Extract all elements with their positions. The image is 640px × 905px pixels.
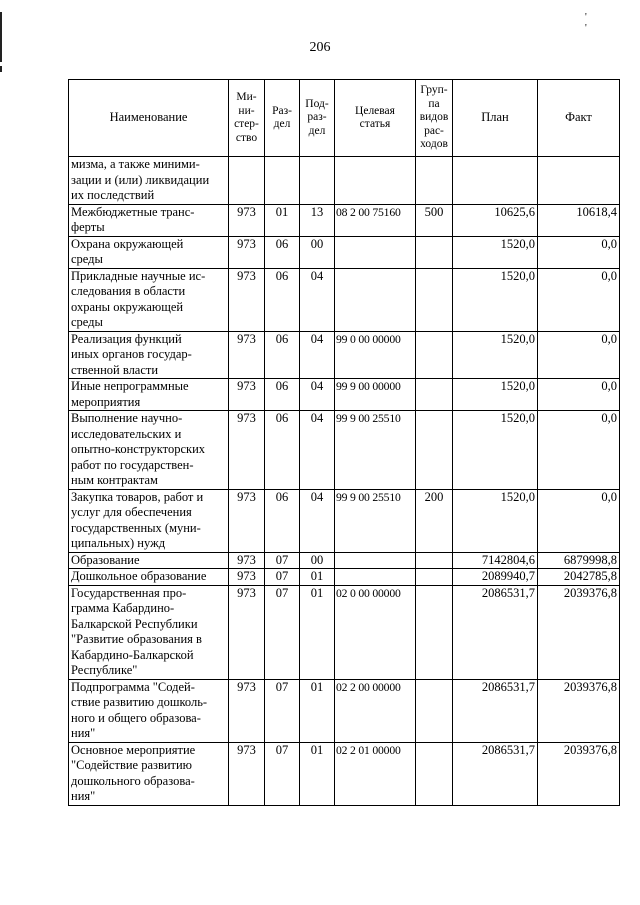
- cell-section: 07: [265, 679, 300, 742]
- header-subsection: [300, 80, 335, 157]
- cell-plan: 1520,0: [453, 268, 538, 331]
- table-row: [69, 157, 620, 205]
- cell-fact: 0,0: [538, 236, 620, 268]
- cell-fact: 0,0: [538, 411, 620, 490]
- cell-name: Закупка товаров, работ и услуг для обеспечения государственных (муни- ципальных) нужд: [69, 489, 229, 552]
- cell-plan: 1520,0: [453, 331, 538, 379]
- table-row: [69, 679, 620, 742]
- cell-ministry: 973: [229, 679, 265, 742]
- cell-ministry: 973: [229, 552, 265, 569]
- cell-fact: 6879998,8: [538, 552, 620, 569]
- cell-section: 06: [265, 411, 300, 490]
- cell-group: [416, 742, 453, 805]
- cell-target: 02 0 00 00000: [335, 585, 416, 679]
- cell-name: Иные непрограммные мероприятия: [69, 379, 229, 411]
- cell-subsection: 13: [300, 204, 335, 236]
- cell-group: 500: [416, 204, 453, 236]
- cell-ministry: 973: [229, 204, 265, 236]
- cell-plan: [453, 157, 538, 205]
- cell-subsection: 04: [300, 379, 335, 411]
- cell-section: 06: [265, 489, 300, 552]
- cell-target: [335, 268, 416, 331]
- cell-ministry: 973: [229, 411, 265, 490]
- cell-subsection: 00: [300, 236, 335, 268]
- header-plan: План: [453, 80, 538, 157]
- cell-section: 07: [265, 585, 300, 679]
- table-row: [69, 268, 620, 331]
- header-fact: Факт: [538, 80, 620, 157]
- cell-subsection: 01: [300, 679, 335, 742]
- cell-plan: 1520,0: [453, 379, 538, 411]
- header-target-text: Целевая статья: [355, 104, 395, 130]
- cell-ministry: 973: [229, 331, 265, 379]
- cell-name: Выполнение научно- исследовательских и опытно-конструкторских работ по государствен- ным контрактам: [69, 411, 229, 490]
- cell-subsection: 00: [300, 552, 335, 569]
- cell-target: 99 9 00 25510: [335, 411, 416, 490]
- cell-target: [335, 552, 416, 569]
- cell-group: [416, 379, 453, 411]
- cell-subsection: 04: [300, 268, 335, 331]
- cell-target: [335, 569, 416, 586]
- cell-plan: 2086531,7: [453, 742, 538, 805]
- cell-ministry: 973: [229, 742, 265, 805]
- cell-target: 08 2 00 75160: [335, 204, 416, 236]
- cell-fact: 0,0: [538, 331, 620, 379]
- header-name: Наименование: [69, 80, 229, 157]
- table-row: [69, 204, 620, 236]
- header-target: [335, 80, 416, 157]
- cell-section: [265, 157, 300, 205]
- cell-name: Межбюджетные транс- ферты: [69, 204, 229, 236]
- cell-name: Образование: [69, 552, 229, 569]
- cell-ministry: 973: [229, 585, 265, 679]
- cell-name: Реализация функций иных органов государ- ственной власти: [69, 331, 229, 379]
- cell-section: 01: [265, 204, 300, 236]
- cell-ministry: 973: [229, 569, 265, 586]
- cell-group: [416, 585, 453, 679]
- cell-target: 99 9 00 00000: [335, 379, 416, 411]
- cell-section: 06: [265, 379, 300, 411]
- header-ministry: [229, 80, 265, 157]
- cell-target: [335, 157, 416, 205]
- cell-plan: 1520,0: [453, 411, 538, 490]
- corner-marks: ' ': [585, 12, 609, 34]
- header-section-text: Раз- дел: [272, 104, 292, 130]
- cell-target: 02 2 01 00000: [335, 742, 416, 805]
- cell-ministry: 973: [229, 379, 265, 411]
- cell-fact: 0,0: [538, 268, 620, 331]
- cell-target: 99 9 00 25510: [335, 489, 416, 552]
- cell-name: Охрана окружающей среды: [69, 236, 229, 268]
- cell-section: 07: [265, 569, 300, 586]
- cell-subsection: 01: [300, 742, 335, 805]
- cell-group: [416, 411, 453, 490]
- cell-group: [416, 268, 453, 331]
- header-row: [69, 80, 620, 157]
- cell-subsection: 01: [300, 585, 335, 679]
- cell-fact: 2039376,8: [538, 679, 620, 742]
- page-number: 206: [309, 40, 331, 55]
- cell-subsection: 04: [300, 331, 335, 379]
- cell-name: Прикладные научные ис- следования в области охраны окружающей среды: [69, 268, 229, 331]
- cell-plan: 2086531,7: [453, 585, 538, 679]
- cell-subsection: 04: [300, 411, 335, 490]
- cell-fact: 2042785,8: [538, 569, 620, 586]
- cell-group: [416, 236, 453, 268]
- cell-name: Основное мероприятие "Содействие развитию дошкольного образова- ния": [69, 742, 229, 805]
- cell-section: 06: [265, 331, 300, 379]
- cell-fact: [538, 157, 620, 205]
- cell-section: 06: [265, 268, 300, 331]
- table-row: [69, 742, 620, 805]
- cell-group: [416, 552, 453, 569]
- cell-name: Подпрограмма "Содей- ствие развитию дошколь- ного и общего образова- ния": [69, 679, 229, 742]
- cell-target: 99 0 00 00000: [335, 331, 416, 379]
- header-section: [265, 80, 300, 157]
- cell-group: [416, 331, 453, 379]
- cell-group: [416, 569, 453, 586]
- cell-plan: 1520,0: [453, 236, 538, 268]
- cell-ministry: [229, 157, 265, 205]
- cell-plan: 2086531,7: [453, 679, 538, 742]
- left-margin-tick: [0, 66, 2, 72]
- cell-ministry: 973: [229, 268, 265, 331]
- cell-subsection: [300, 157, 335, 205]
- table-row: [69, 552, 620, 569]
- cell-group: 200: [416, 489, 453, 552]
- cell-plan: 1520,0: [453, 489, 538, 552]
- cell-group: [416, 157, 453, 205]
- cell-name: Дошкольное образование: [69, 569, 229, 586]
- table-row: [69, 569, 620, 586]
- cell-name: Государственная про- грамма Кабардино- Балкарской Республики "Развитие образования в Кабардино-Балкарской Республике": [69, 585, 229, 679]
- cell-section: 07: [265, 742, 300, 805]
- cell-target: [335, 236, 416, 268]
- cell-subsection: 01: [300, 569, 335, 586]
- table-row: [69, 489, 620, 552]
- header-ministry-text: Ми- ни- стер- ство: [234, 91, 259, 144]
- cell-plan: 10625,6: [453, 204, 538, 236]
- cell-ministry: 973: [229, 489, 265, 552]
- table-row: [69, 379, 620, 411]
- header-group: [416, 80, 453, 157]
- cell-name: мизма, а также миними- зации и (или) ликвидации их последствий: [69, 157, 229, 205]
- table-row: [69, 585, 620, 679]
- cell-plan: 2089940,7: [453, 569, 538, 586]
- cell-group: [416, 679, 453, 742]
- header-subsection-text: Под- раз- дел: [305, 97, 329, 137]
- cell-target: 02 2 00 00000: [335, 679, 416, 742]
- cell-fact: 0,0: [538, 489, 620, 552]
- table-row: [69, 236, 620, 268]
- cell-fact: 2039376,8: [538, 742, 620, 805]
- cell-fact: 2039376,8: [538, 585, 620, 679]
- cell-fact: 10618,4: [538, 204, 620, 236]
- cell-section: 06: [265, 236, 300, 268]
- budget-table: [68, 79, 620, 806]
- cell-plan: 7142804,6: [453, 552, 538, 569]
- header-group-text: Груп- па видов рас- ходов: [419, 84, 449, 151]
- table-row: [69, 411, 620, 490]
- cell-subsection: 04: [300, 489, 335, 552]
- cell-ministry: 973: [229, 236, 265, 268]
- cell-section: 07: [265, 552, 300, 569]
- cell-fact: 0,0: [538, 379, 620, 411]
- table-row: [69, 331, 620, 379]
